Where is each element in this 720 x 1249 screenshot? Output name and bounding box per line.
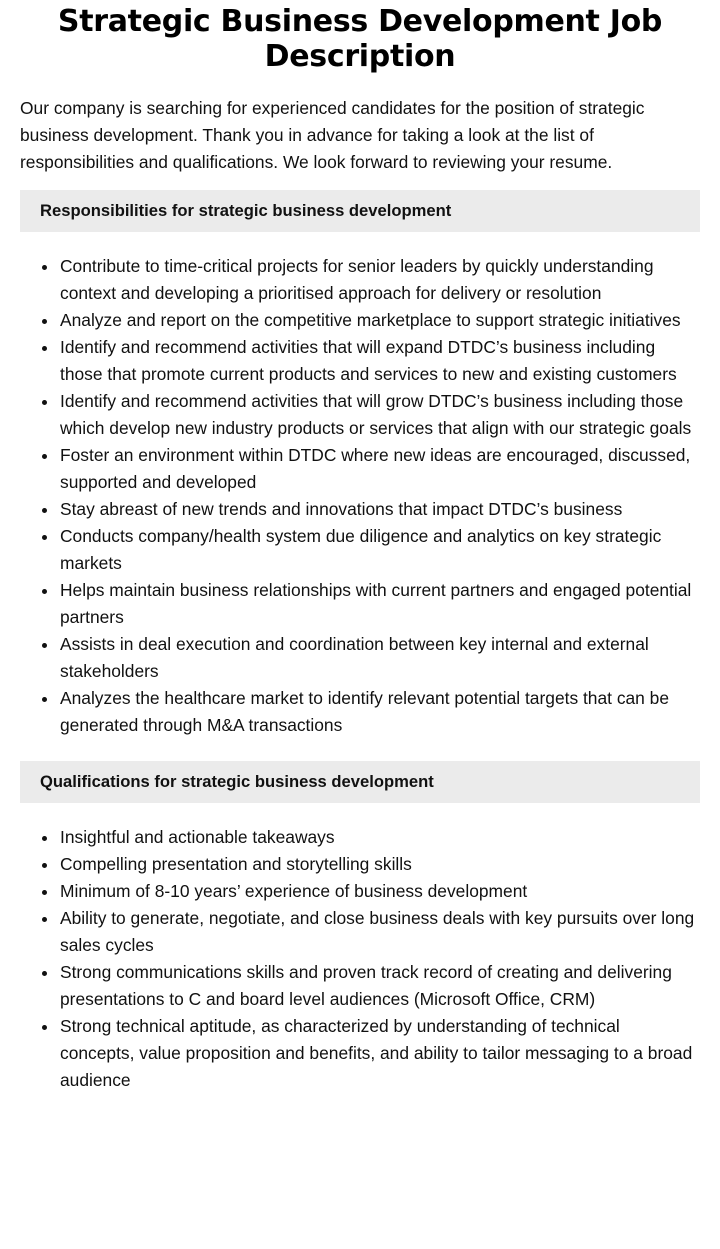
bullet-icon — [42, 535, 47, 540]
list-item: Assists in deal execution and coordination between key internal and external stakeholders — [60, 631, 700, 685]
list-item: Minimum of 8-10 years’ experience of business development — [60, 878, 700, 905]
bullet-icon — [42, 589, 47, 594]
list-item: Identify and recommend activities that will grow DTDC’s business including those which develop new industry products or services that align with our strategic goals — [60, 388, 700, 442]
bullet-icon — [42, 971, 47, 976]
list-item: Conducts company/health system due diligence and analytics on key strategic markets — [60, 523, 700, 577]
bullet-icon — [42, 400, 47, 405]
bullet-icon — [42, 643, 47, 648]
bullet-icon — [42, 265, 47, 270]
responsibilities-heading — [20, 190, 700, 232]
list-item: Contribute to time-critical projects for senior leaders by quickly understanding context and developing a prioritised approach for delivery or resolution — [60, 253, 700, 307]
bullet-icon — [42, 346, 47, 351]
responsibilities-list — [20, 253, 700, 739]
list-item: Insightful and actionable takeaways — [60, 824, 700, 851]
qualifications-heading-text: Qualifications for strategic business development — [40, 772, 434, 791]
qualifications-heading — [20, 761, 700, 803]
bullet-icon — [42, 836, 47, 841]
bullet-icon — [42, 508, 47, 513]
intro-paragraph: Our company is searching for experienced candidates for the position of strategic business development. Thank you in advance for taking a look at the list of responsibilities and qualifications. We look forward to reviewing your resume. — [20, 98, 645, 172]
list-item: Ability to generate, negotiate, and close business deals with key pursuits over long sales cycles — [60, 905, 700, 959]
list-item: Analyze and report on the competitive marketplace to support strategic initiatives — [60, 307, 700, 334]
list-item: Strong technical aptitude, as characterized by understanding of technical concepts, value proposition and benefits, and ability to tailor messaging to a broad audience — [60, 1013, 700, 1094]
bullet-icon — [42, 917, 47, 922]
bullet-icon — [42, 1025, 47, 1030]
page-title: Strategic Business Development Job Description — [57, 4, 663, 74]
list-item: Helps maintain business relationships with current partners and engaged potential partners — [60, 577, 700, 631]
list-item: Stay abreast of new trends and innovations that impact DTDC’s business — [60, 496, 700, 523]
list-item: Strong communications skills and proven track record of creating and delivering presentations to C and board level audiences (Microsoft Office, CRM) — [60, 959, 700, 1013]
list-item: Identify and recommend activities that will expand DTDC’s business including those that promote current products and services to new and existing customers — [60, 334, 700, 388]
bullet-icon — [42, 319, 47, 324]
bullet-icon — [42, 863, 47, 868]
bullet-icon — [42, 890, 47, 895]
list-item: Foster an environment within DTDC where new ideas are encouraged, discussed, supported and developed — [60, 442, 700, 496]
list-item: Compelling presentation and storytelling skills — [60, 851, 700, 878]
bullet-icon — [42, 454, 47, 459]
qualifications-list — [20, 824, 700, 1094]
bullet-icon — [42, 697, 47, 702]
list-item: Analyzes the healthcare market to identify relevant potential targets that can be generated through M&A transactions — [60, 685, 700, 739]
responsibilities-heading-text: Responsibilities for strategic business development — [40, 201, 452, 220]
